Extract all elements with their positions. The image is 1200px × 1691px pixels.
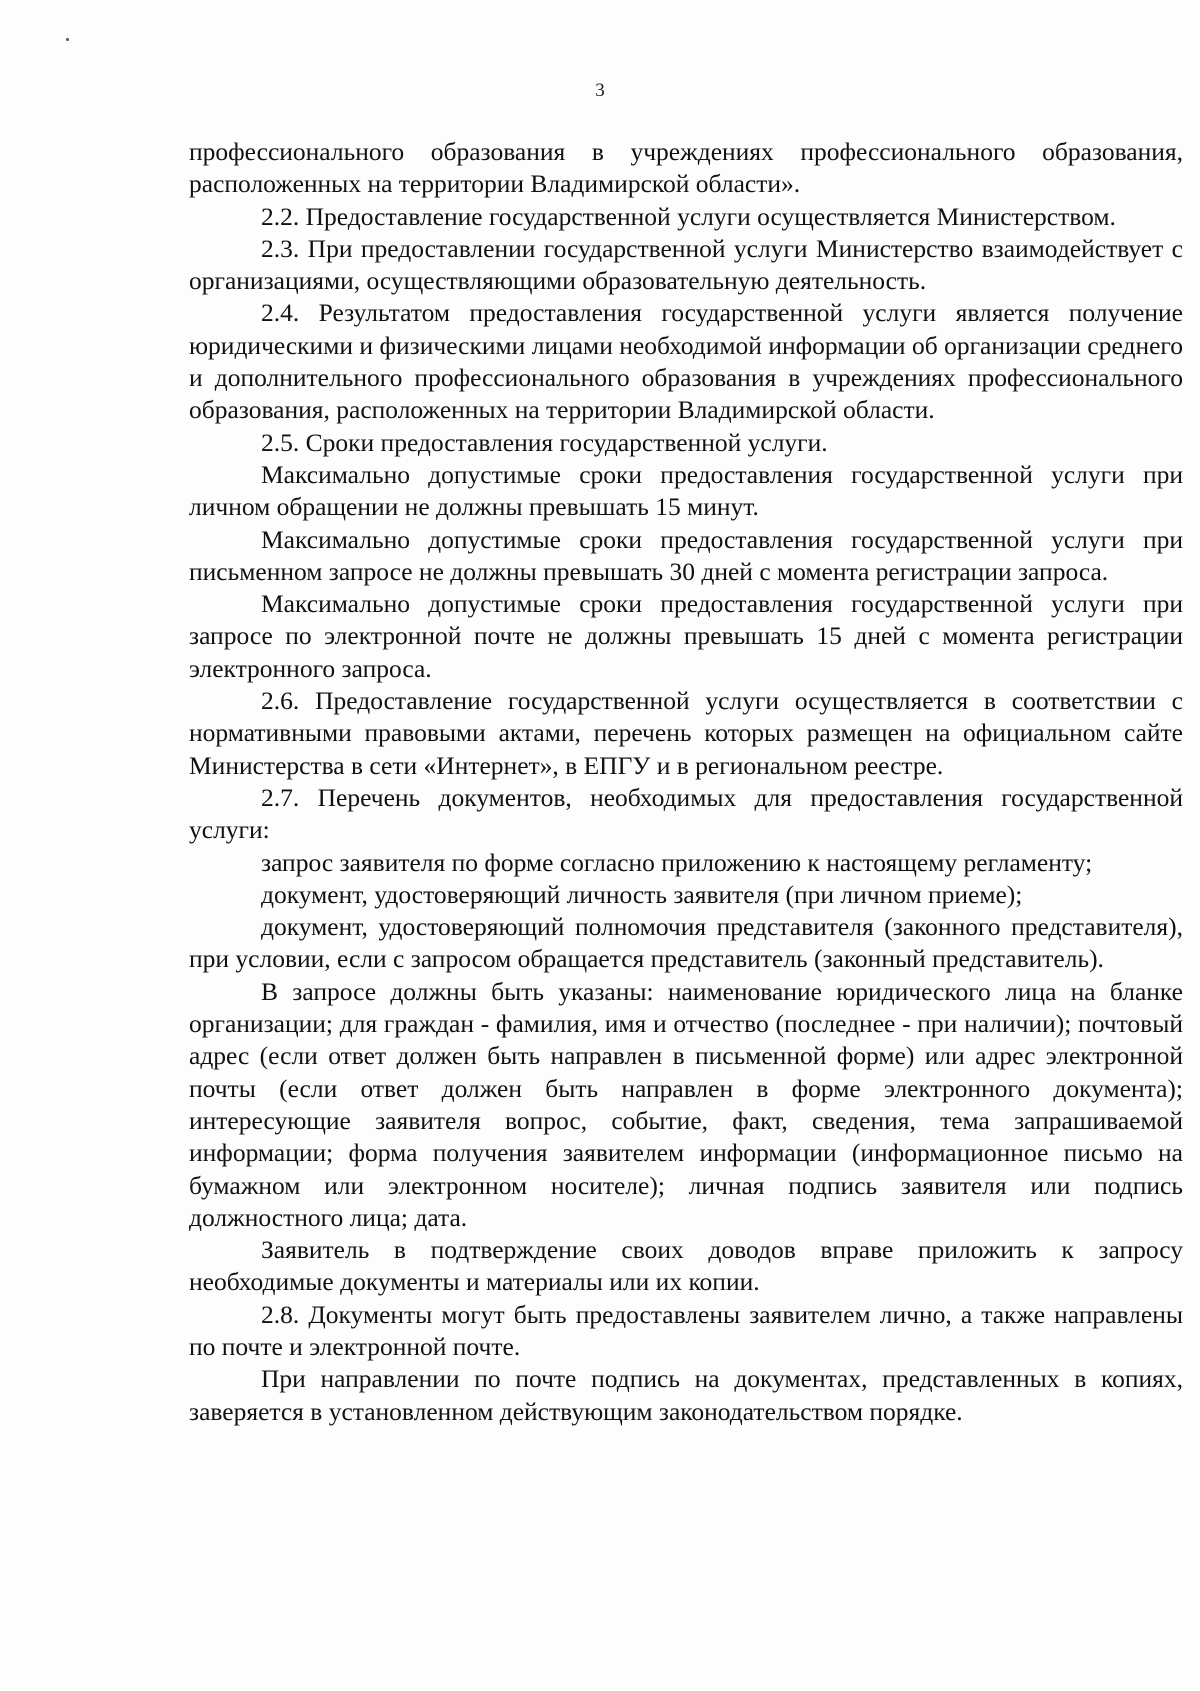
scan-speck bbox=[66, 38, 69, 41]
list-item-request: запрос заявителя по форме согласно приложению к настоящему регламенту; bbox=[261, 847, 1093, 877]
paragraph-2-4: 2.4. Результатом предоставления государственной услуги является получение юридическими и физическими лицами необходимой информации об организации среднего и дополнительного профессионального образования в учреждениях профессионального образования, расположенных на территории Владимирской области. bbox=[189, 298, 1183, 425]
paragraph-deadline-personal: Максимально допустимые сроки предоставления государственной услуги при личном обращении не должны превышать 15 минут. bbox=[189, 459, 1183, 522]
paragraph-2-8: 2.8. Документы могут быть предоставлены заявителем лично, а также направлены по почте и электронной почте. bbox=[189, 1299, 1183, 1361]
paragraph-deadline-written: Максимально допустимые сроки предоставления государственной услуги при письменном запросе не должны превышать 30 дней с момента регистрации запроса. bbox=[189, 524, 1183, 586]
list-item-authority-document: документ, удостоверяющий полномочия представителя (законного представителя), при условии, если с запросом обращается представитель (законный представитель). bbox=[189, 912, 1183, 974]
paragraph-2-5: 2.5. Сроки предоставления государственной услуги. bbox=[261, 427, 828, 457]
paragraph-2-6: 2.6. Предоставление государственной услуги осуществляется в соответствии с нормативными правовыми актами, перечень которых размещен на официальном сайте Министерства в сети «Интернет», в ЕПГУ и в региональном реестре. bbox=[189, 686, 1183, 780]
list-item-identity-document: документ, удостоверяющий личность заявителя (при личном приеме); bbox=[261, 879, 1023, 909]
paragraph-2-2: 2.2. Предоставление государственной услуги осуществляется Министерством. bbox=[261, 201, 1116, 231]
paragraph-deadline-email: Максимально допустимые сроки предоставления государственной услуги при запросе по электронной почте не должны превышать 15 дней с момента регистрации электронного запроса. bbox=[189, 589, 1183, 683]
paragraph-request-contents: В запросе должны быть указаны: наименование юридического лица на бланке организации; для граждан - фамилия, имя и отчество (последнее - при наличии); почтовый адрес (если ответ должен быть направлен в письменной форме) или адрес электронной почты (если ответ должен быть направлен в форме электронного документа); интересующие заявителя вопрос, событие, факт, сведения, тема запрашиваемой информации; форма получения заявителем информации (информационное письмо на бумажном или электронном носителе); личная подпись заявителя или подпись должностного лица; дата. bbox=[189, 976, 1183, 1232]
paragraph-continuation: профессионального образования в учреждениях профессионального образования, расположенных на территории Владимирской области». bbox=[189, 137, 1183, 199]
page-number: 3 bbox=[595, 80, 605, 101]
paragraph-2-7: 2.7. Перечень документов, необходимых для предоставления государственной услуги: bbox=[189, 782, 1183, 845]
document-body bbox=[189, 136, 1183, 1428]
paragraph-mail-certification: При направлении по почте подпись на документах, представленных в копиях, заверяется в установленном действующим законодательством порядке. bbox=[189, 1364, 1183, 1426]
paragraph-attachments: Заявитель в подтверждение своих доводов вправе приложить к запросу необходимые документы и материалы или их копии. bbox=[189, 1235, 1183, 1297]
paragraph-2-3: 2.3. При предоставлении государственной услуги Министерство взаимодействует с организациями, осуществляющими образовательную деятельность. bbox=[189, 233, 1183, 296]
